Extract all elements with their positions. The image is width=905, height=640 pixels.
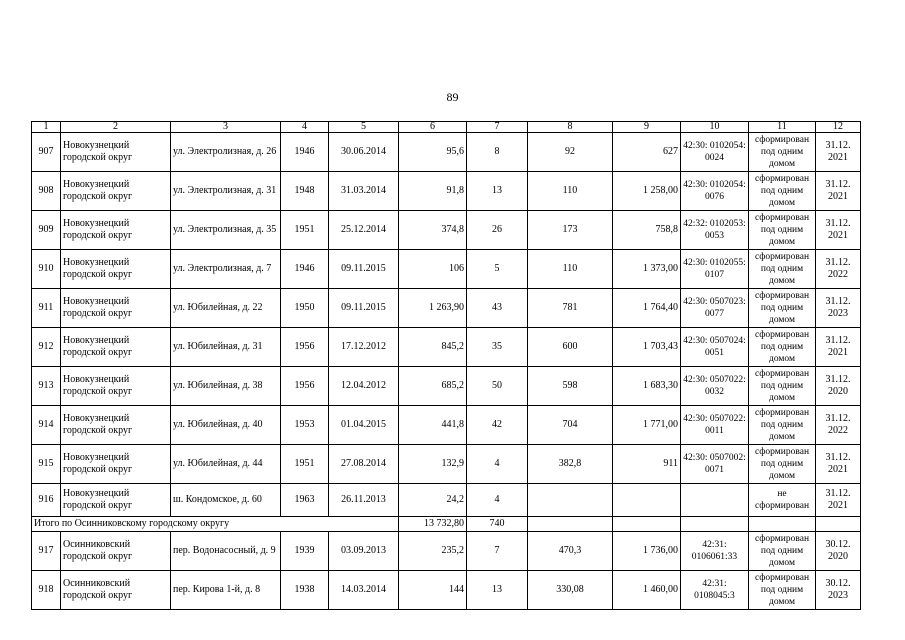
survey-date-cell: 27.08.2014 bbox=[329, 445, 399, 484]
row-number-cell: 918 bbox=[32, 571, 61, 610]
residents-cell: 5 bbox=[467, 250, 528, 289]
land-status-cell: сформирован под одним домом bbox=[749, 367, 816, 406]
residents-cell: 50 bbox=[467, 367, 528, 406]
table-row bbox=[32, 406, 861, 445]
cadastral-number-cell: 42:30: 0507022: 0032 bbox=[681, 367, 749, 406]
row-number-cell: 913 bbox=[32, 367, 61, 406]
cadastral-number-cell: 42:31: 0106061:33 bbox=[681, 532, 749, 571]
column-index: 11 bbox=[749, 122, 816, 133]
row-number-cell: 917 bbox=[32, 532, 61, 571]
land-status-cell: сформирован под одним домом bbox=[749, 328, 816, 367]
empty-cell bbox=[816, 517, 861, 532]
municipality-cell: Новокузнецкий городской округ bbox=[61, 250, 171, 289]
residents-cell: 7 bbox=[467, 532, 528, 571]
column-index: 9 bbox=[613, 122, 681, 133]
land-area-cell: 382,8 bbox=[528, 445, 613, 484]
cost-cell: 911 bbox=[613, 445, 681, 484]
column-index: 1 bbox=[32, 122, 61, 133]
deadline-cell: 31.12. 2021 bbox=[816, 211, 861, 250]
municipality-cell: Новокузнецкий городской округ bbox=[61, 484, 171, 517]
year-built-cell: 1946 bbox=[281, 250, 329, 289]
year-built-cell: 1951 bbox=[281, 445, 329, 484]
cadastral-number-cell: 42:31: 0108045:3 bbox=[681, 571, 749, 610]
cost-cell: 1 373,00 bbox=[613, 250, 681, 289]
municipality-cell: Новокузнецкий городской округ bbox=[61, 133, 171, 172]
row-number-cell: 911 bbox=[32, 289, 61, 328]
year-built-cell: 1963 bbox=[281, 484, 329, 517]
cost-cell: 1 258,00 bbox=[613, 172, 681, 211]
year-built-cell: 1939 bbox=[281, 532, 329, 571]
survey-date-cell: 30.06.2014 bbox=[329, 133, 399, 172]
cost-cell: 1 460,00 bbox=[613, 571, 681, 610]
deadline-cell: 31.12. 2023 bbox=[816, 289, 861, 328]
housing-register-table bbox=[31, 121, 861, 610]
residents-cell: 4 bbox=[467, 484, 528, 517]
cadastral-number-cell: 42:32: 0102053: 0053 bbox=[681, 211, 749, 250]
land-area-cell: 330,08 bbox=[528, 571, 613, 610]
survey-date-cell: 01.04.2015 bbox=[329, 406, 399, 445]
year-built-cell: 1953 bbox=[281, 406, 329, 445]
deadline-cell: 31.12. 2021 bbox=[816, 484, 861, 517]
row-number-cell: 908 bbox=[32, 172, 61, 211]
cadastral-number-cell: 42:30: 0507022: 0011 bbox=[681, 406, 749, 445]
municipality-cell: Новокузнецкий городской округ bbox=[61, 328, 171, 367]
column-index: 12 bbox=[816, 122, 861, 133]
address-cell: ул. Электролизная, д. 35 bbox=[171, 211, 281, 250]
municipality-cell: Новокузнецкий городской округ bbox=[61, 211, 171, 250]
column-index: 6 bbox=[399, 122, 467, 133]
address-cell: ул. Юбилейная, д. 38 bbox=[171, 367, 281, 406]
deadline-cell: 31.12. 2020 bbox=[816, 367, 861, 406]
land-status-cell: сформирован под одним домом bbox=[749, 406, 816, 445]
cost-cell: 627 bbox=[613, 133, 681, 172]
residents-cell: 42 bbox=[467, 406, 528, 445]
cadastral-number-cell: 42:30: 0102054: 0076 bbox=[681, 172, 749, 211]
area-cell: 845,2 bbox=[399, 328, 467, 367]
land-status-cell: сформирован под одним домом bbox=[749, 445, 816, 484]
column-index: 8 bbox=[528, 122, 613, 133]
survey-date-cell: 31.03.2014 bbox=[329, 172, 399, 211]
address-cell: ул. Электролизная, д. 26 bbox=[171, 133, 281, 172]
survey-date-cell: 12.04.2012 bbox=[329, 367, 399, 406]
area-cell: 132,9 bbox=[399, 445, 467, 484]
survey-date-cell: 25.12.2014 bbox=[329, 211, 399, 250]
empty-cell bbox=[528, 517, 613, 532]
residents-cell: 13 bbox=[467, 571, 528, 610]
land-area-cell: 110 bbox=[528, 172, 613, 211]
row-number-cell: 907 bbox=[32, 133, 61, 172]
table-row bbox=[32, 532, 861, 571]
area-cell: 91,8 bbox=[399, 172, 467, 211]
land-area-cell: 704 bbox=[528, 406, 613, 445]
cadastral-number-cell: 42:30: 0507023: 0077 bbox=[681, 289, 749, 328]
year-built-cell: 1956 bbox=[281, 328, 329, 367]
table-row bbox=[32, 328, 861, 367]
survey-date-cell: 14.03.2014 bbox=[329, 571, 399, 610]
table-row bbox=[32, 172, 861, 211]
row-number-cell: 910 bbox=[32, 250, 61, 289]
land-status-cell: сформирован под одним домом bbox=[749, 250, 816, 289]
cost-cell: 1 764,40 bbox=[613, 289, 681, 328]
land-status-cell: сформирован под одним домом bbox=[749, 532, 816, 571]
land-status-cell: сформирован под одним домом bbox=[749, 172, 816, 211]
year-built-cell: 1938 bbox=[281, 571, 329, 610]
subtotal-row bbox=[32, 517, 861, 532]
land-status-cell: сформирован под одним домом bbox=[749, 571, 816, 610]
land-area-cell: 470,3 bbox=[528, 532, 613, 571]
area-cell: 235,2 bbox=[399, 532, 467, 571]
address-cell: ул. Юбилейная, д. 40 bbox=[171, 406, 281, 445]
subtotal-area: 13 732,80 bbox=[399, 517, 467, 532]
address-cell: пер. Водонасосный, д. 9 bbox=[171, 532, 281, 571]
row-number-cell: 915 bbox=[32, 445, 61, 484]
row-number-cell: 912 bbox=[32, 328, 61, 367]
land-status-cell: сформирован под одним домом bbox=[749, 289, 816, 328]
residents-cell: 8 bbox=[467, 133, 528, 172]
land-area-cell: 781 bbox=[528, 289, 613, 328]
year-built-cell: 1956 bbox=[281, 367, 329, 406]
address-cell: ул. Юбилейная, д. 22 bbox=[171, 289, 281, 328]
cost-cell bbox=[613, 484, 681, 517]
area-cell: 24,2 bbox=[399, 484, 467, 517]
cost-cell: 1 683,30 bbox=[613, 367, 681, 406]
year-built-cell: 1948 bbox=[281, 172, 329, 211]
area-cell: 144 bbox=[399, 571, 467, 610]
residents-cell: 13 bbox=[467, 172, 528, 211]
deadline-cell: 31.12. 2021 bbox=[816, 445, 861, 484]
residents-cell: 4 bbox=[467, 445, 528, 484]
cadastral-number-cell: 42:30: 0507002: 0071 bbox=[681, 445, 749, 484]
deadline-cell: 31.12. 2022 bbox=[816, 250, 861, 289]
cadastral-number-cell bbox=[681, 484, 749, 517]
address-cell: ш. Кондомское, д. 60 bbox=[171, 484, 281, 517]
survey-date-cell: 09.11.2015 bbox=[329, 250, 399, 289]
deadline-cell: 30.12. 2023 bbox=[816, 571, 861, 610]
area-cell: 106 bbox=[399, 250, 467, 289]
column-index: 2 bbox=[61, 122, 171, 133]
column-index: 3 bbox=[171, 122, 281, 133]
area-cell: 374,8 bbox=[399, 211, 467, 250]
area-cell: 685,2 bbox=[399, 367, 467, 406]
deadline-cell: 31.12. 2021 bbox=[816, 328, 861, 367]
municipality-cell: Новокузнецкий городской округ bbox=[61, 172, 171, 211]
table-row bbox=[32, 133, 861, 172]
cadastral-number-cell: 42:30: 0102055: 0107 bbox=[681, 250, 749, 289]
year-built-cell: 1946 bbox=[281, 133, 329, 172]
cadastral-number-cell: 42:30: 0102054: 0024 bbox=[681, 133, 749, 172]
column-index: 5 bbox=[329, 122, 399, 133]
address-cell: ул. Юбилейная, д. 31 bbox=[171, 328, 281, 367]
table-row bbox=[32, 445, 861, 484]
area-cell: 441,8 bbox=[399, 406, 467, 445]
municipality-cell: Осинниковский городской округ bbox=[61, 571, 171, 610]
cost-cell: 1 736,00 bbox=[613, 532, 681, 571]
area-cell: 1 263,90 bbox=[399, 289, 467, 328]
survey-date-cell: 03.09.2013 bbox=[329, 532, 399, 571]
table-row bbox=[32, 250, 861, 289]
municipality-cell: Новокузнецкий городской округ bbox=[61, 367, 171, 406]
deadline-cell: 31.12. 2021 bbox=[816, 133, 861, 172]
year-built-cell: 1951 bbox=[281, 211, 329, 250]
row-number-cell: 909 bbox=[32, 211, 61, 250]
row-number-cell: 914 bbox=[32, 406, 61, 445]
table-row bbox=[32, 211, 861, 250]
table-row bbox=[32, 484, 861, 517]
residents-cell: 35 bbox=[467, 328, 528, 367]
residents-cell: 26 bbox=[467, 211, 528, 250]
column-index: 4 bbox=[281, 122, 329, 133]
land-area-cell: 598 bbox=[528, 367, 613, 406]
survey-date-cell: 09.11.2015 bbox=[329, 289, 399, 328]
land-status-cell: сформирован под одним домом bbox=[749, 211, 816, 250]
municipality-cell: Осинниковский городской округ bbox=[61, 532, 171, 571]
address-cell: ул. Электролизная, д. 31 bbox=[171, 172, 281, 211]
subtotal-residents: 740 bbox=[467, 517, 528, 532]
residents-cell: 43 bbox=[467, 289, 528, 328]
empty-cell bbox=[613, 517, 681, 532]
land-area-cell: 92 bbox=[528, 133, 613, 172]
deadline-cell: 30.12. 2020 bbox=[816, 532, 861, 571]
land-area-cell bbox=[528, 484, 613, 517]
table-row bbox=[32, 367, 861, 406]
address-cell: пер. Кирова 1-й, д. 8 bbox=[171, 571, 281, 610]
municipality-cell: Новокузнецкий городской округ bbox=[61, 289, 171, 328]
subtotal-label: Итого по Осинниковскому городскому округу bbox=[32, 517, 399, 532]
empty-cell bbox=[681, 517, 749, 532]
cost-cell: 1 703,43 bbox=[613, 328, 681, 367]
municipality-cell: Новокузнецкий городской округ bbox=[61, 406, 171, 445]
address-cell: ул. Юбилейная, д. 44 bbox=[171, 445, 281, 484]
column-index: 10 bbox=[681, 122, 749, 133]
cost-cell: 1 771,00 bbox=[613, 406, 681, 445]
municipality-cell: Новокузнецкий городской округ bbox=[61, 445, 171, 484]
year-built-cell: 1950 bbox=[281, 289, 329, 328]
deadline-cell: 31.12. 2022 bbox=[816, 406, 861, 445]
cost-cell: 758,8 bbox=[613, 211, 681, 250]
empty-cell bbox=[749, 517, 816, 532]
address-cell: ул. Электролизная, д. 7 bbox=[171, 250, 281, 289]
land-status-cell: не сформирован bbox=[749, 484, 816, 517]
deadline-cell: 31.12. 2021 bbox=[816, 172, 861, 211]
page-number: 89 bbox=[446, 90, 459, 104]
land-area-cell: 173 bbox=[528, 211, 613, 250]
table-row bbox=[32, 571, 861, 610]
column-number-row bbox=[32, 122, 861, 133]
column-index: 7 bbox=[467, 122, 528, 133]
land-area-cell: 110 bbox=[528, 250, 613, 289]
land-area-cell: 600 bbox=[528, 328, 613, 367]
cadastral-number-cell: 42:30: 0507024: 0051 bbox=[681, 328, 749, 367]
survey-date-cell: 26.11.2013 bbox=[329, 484, 399, 517]
survey-date-cell: 17.12.2012 bbox=[329, 328, 399, 367]
land-status-cell: сформирован под одним домом bbox=[749, 133, 816, 172]
table-row bbox=[32, 289, 861, 328]
area-cell: 95,6 bbox=[399, 133, 467, 172]
row-number-cell: 916 bbox=[32, 484, 61, 517]
